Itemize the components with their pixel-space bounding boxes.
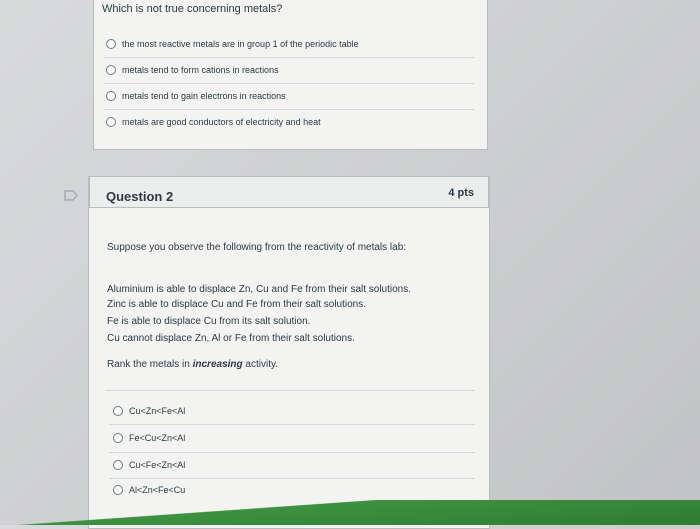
q2-option-4[interactable] bbox=[113, 485, 185, 495]
rank-prefix: Rank the metals in bbox=[107, 359, 193, 370]
rank-emphasis: increasing bbox=[192, 359, 243, 370]
radio-button-icon[interactable] bbox=[106, 117, 116, 127]
radio-button-icon[interactable] bbox=[106, 39, 116, 49]
q1-option-label: metals tend to gain electrons in reactions bbox=[122, 91, 286, 101]
q2-option-label: Cu<Zn<Fe<Al bbox=[129, 406, 186, 416]
question-2-intro: Suppose you observe the following from the reactivity of metals lab: bbox=[107, 242, 407, 253]
q1-option-3[interactable] bbox=[106, 91, 286, 101]
observation-line: Aluminium is able to displace Zn, Cu and Fe from their salt solutions. bbox=[107, 284, 412, 295]
q1-option-label: the most reactive metals are in group 1 of the periodic table bbox=[122, 39, 359, 49]
q1-option-label: metals tend to form cations in reactions bbox=[122, 65, 279, 75]
divider bbox=[109, 424, 475, 425]
points-label: 4 pts bbox=[448, 187, 474, 199]
question-2-header bbox=[89, 176, 489, 208]
divider bbox=[105, 390, 475, 391]
q1-option-1[interactable] bbox=[106, 39, 359, 49]
q2-option-1[interactable] bbox=[113, 406, 185, 416]
observation-line: Zinc is able to displace Cu and Fe from their salt solutions. bbox=[107, 299, 367, 310]
divider bbox=[104, 57, 474, 58]
rank-instruction bbox=[107, 359, 278, 370]
q2-option-2[interactable] bbox=[113, 433, 185, 443]
question-title: Question 2 bbox=[106, 189, 174, 204]
q2-option-label: Cu<Fe<Zn<Al bbox=[129, 460, 186, 470]
q1-option-label: metals are good conductors of electricity and heat bbox=[122, 117, 321, 127]
q1-option-4[interactable] bbox=[106, 117, 321, 127]
divider bbox=[109, 452, 475, 453]
flag-question-icon[interactable] bbox=[64, 190, 78, 201]
observation-line: Cu cannot displace Zn, Al or Fe from their salt solutions. bbox=[107, 333, 355, 344]
radio-button-icon[interactable] bbox=[113, 433, 123, 443]
question-1-text: Which is not true concerning metals? bbox=[102, 3, 283, 15]
radio-button-icon[interactable] bbox=[106, 91, 116, 101]
bottom-accent-bar bbox=[0, 500, 700, 525]
divider bbox=[104, 109, 474, 110]
q1-option-2[interactable] bbox=[106, 65, 279, 75]
q2-option-label: Al<Zn<Fe<Cu bbox=[129, 485, 186, 495]
radio-button-icon[interactable] bbox=[106, 65, 116, 75]
radio-button-icon[interactable] bbox=[113, 485, 123, 495]
radio-button-icon[interactable] bbox=[113, 406, 123, 416]
q2-option-3[interactable] bbox=[113, 460, 185, 470]
question-2-card bbox=[88, 176, 490, 529]
observation-line: Fe is able to displace Cu from its salt solution. bbox=[107, 316, 311, 327]
divider bbox=[104, 83, 474, 84]
rank-suffix: activity. bbox=[242, 359, 279, 370]
question-1-card bbox=[93, 0, 488, 150]
divider bbox=[109, 478, 475, 479]
q2-option-label: Fe<Cu<Zn<Al bbox=[129, 433, 186, 443]
radio-button-icon[interactable] bbox=[113, 460, 123, 470]
